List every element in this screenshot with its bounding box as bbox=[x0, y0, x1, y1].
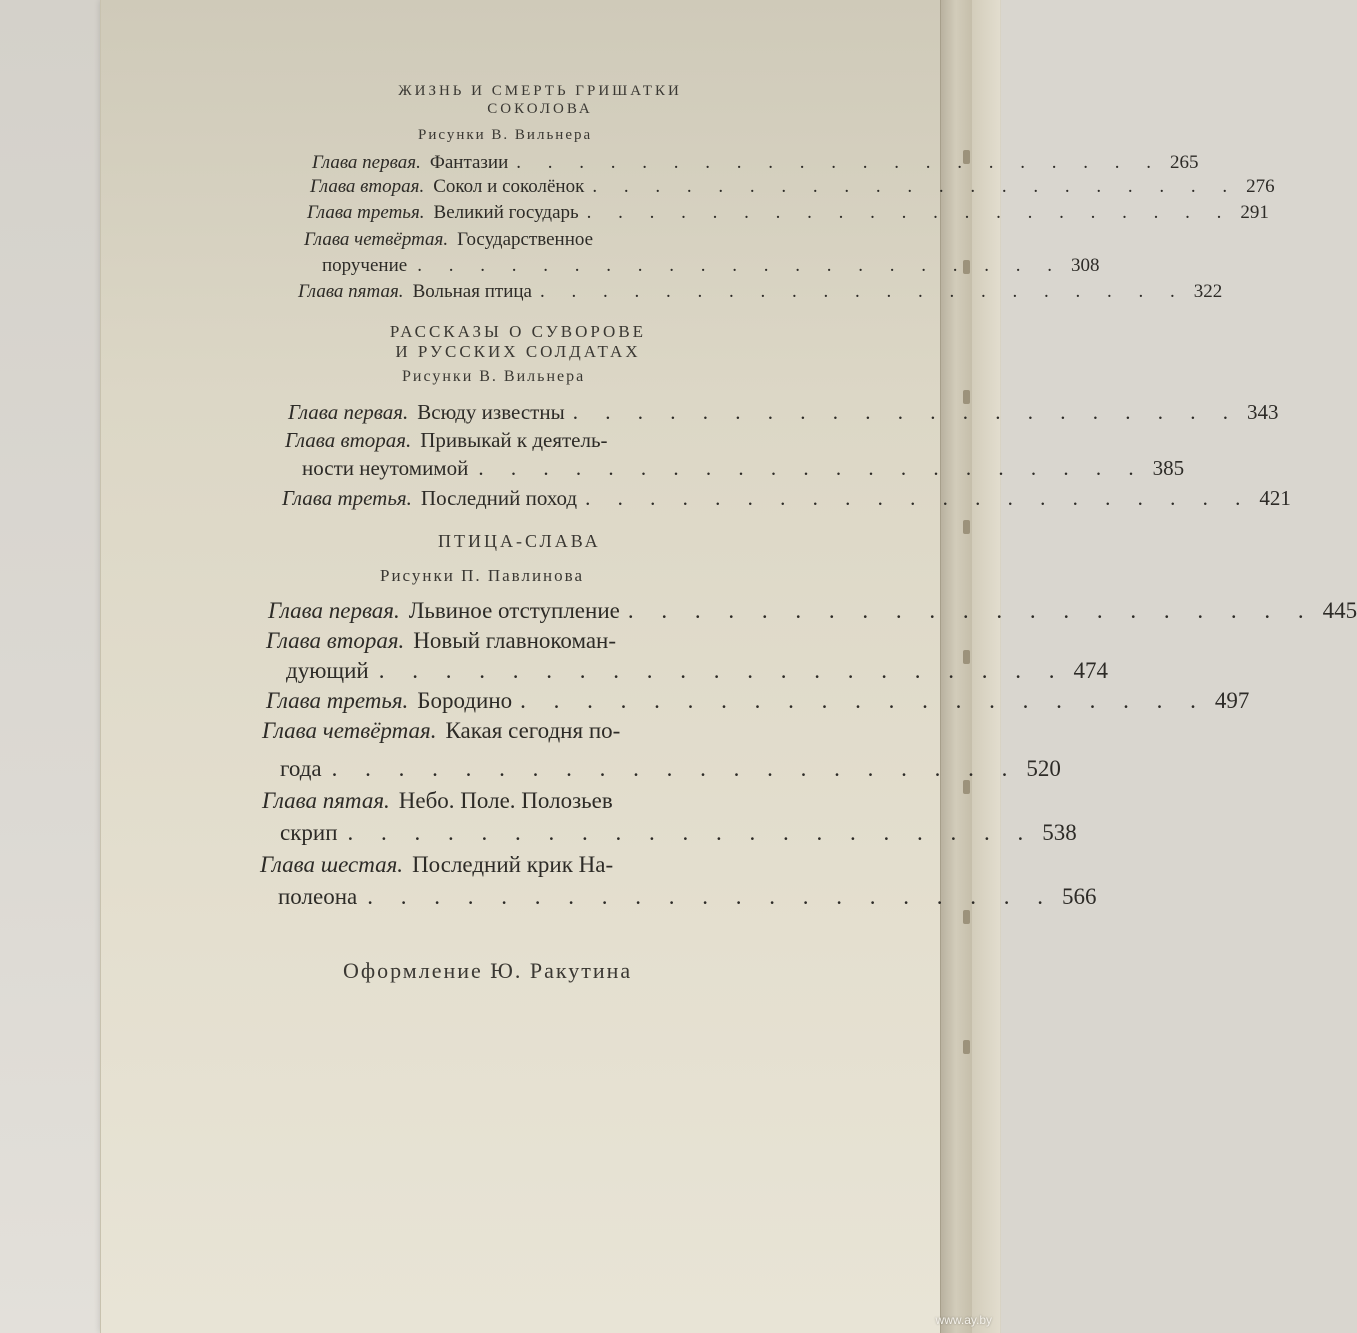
chapter-title-continuation: скрип bbox=[280, 820, 338, 845]
illustrator-credit: Рисунки П. Павлинова bbox=[380, 566, 585, 585]
chapter-label: Глава первая. bbox=[312, 152, 421, 173]
chapter-title: Небо. Поле. Полозьев bbox=[398, 788, 613, 813]
dot-leader: . . . . . . . . . . . . . . . . . . . . . bbox=[592, 176, 1239, 197]
page-number: 474 bbox=[1073, 658, 1108, 683]
toc-entry bbox=[307, 202, 1269, 224]
page-number: 276 bbox=[1246, 176, 1275, 197]
chapter-title-continuation: года bbox=[280, 756, 322, 781]
toc-entry bbox=[268, 598, 1357, 624]
chapter-label: Глава третья. bbox=[282, 486, 412, 510]
dot-leader: . . . . . . . . . . . . . . . . . . . . . bbox=[516, 152, 1162, 173]
page-number: 566 bbox=[1061, 884, 1097, 909]
chapter-title: Вольная птица bbox=[412, 281, 532, 302]
section-title-line: СОКОЛОВА bbox=[487, 101, 593, 117]
chapter-title: Сокол и соколёнок bbox=[433, 176, 585, 197]
dot-leader: . . . . . . . . . . . . . . . . . . . . . bbox=[417, 255, 1063, 276]
page-number: 538 bbox=[1042, 820, 1077, 845]
dot-leader: . . . . . . . . . . . . . . . . . . . . . bbox=[378, 658, 1066, 683]
toc-entry-continuation bbox=[280, 756, 1061, 782]
toc-entry bbox=[304, 229, 704, 251]
page-number: 445 bbox=[1322, 598, 1357, 623]
dot-leader: . . . . . . . . . . . . . . . . . . . . . bbox=[331, 756, 1019, 781]
toc-entry-continuation bbox=[322, 255, 1100, 277]
chapter-label: Глава третья. bbox=[307, 202, 425, 223]
section-title-line: ПТИЦА-СЛАВА bbox=[438, 531, 601, 551]
chapter-label: Глава четвёртая. bbox=[304, 229, 449, 250]
chapter-title: Привыкай к деятель- bbox=[420, 428, 608, 452]
chapter-label: Глава вторая. bbox=[285, 428, 412, 452]
toc-entry bbox=[298, 281, 1223, 303]
chapter-label: Глава вторая. bbox=[266, 628, 405, 653]
chapter-title: Львиное отступление bbox=[408, 598, 620, 623]
illustrator-credit: Рисунки В. Вильнера bbox=[402, 368, 586, 385]
chapter-title-continuation: полеона bbox=[278, 884, 358, 909]
chapter-title-continuation: дующий bbox=[286, 658, 369, 683]
toc-entry bbox=[312, 152, 1199, 174]
chapter-label: Глава первая. bbox=[288, 400, 409, 424]
toc-entry bbox=[262, 718, 722, 744]
toc-entry bbox=[262, 788, 722, 814]
chapter-title-continuation: поручение bbox=[322, 255, 408, 276]
chapter-label: Глава четвёртая. bbox=[262, 718, 437, 743]
toc-entry-continuation bbox=[278, 884, 1097, 910]
dot-leader: . . . . . . . . . . . . . . . . . . . . . bbox=[572, 400, 1239, 424]
chapter-title: Фантазии bbox=[429, 152, 509, 173]
page-number: 421 bbox=[1259, 486, 1291, 510]
dot-leader: . . . . . . . . . . . . . . . . . . . . . bbox=[367, 884, 1054, 909]
chapter-title: Всюду известны bbox=[417, 400, 565, 424]
dot-leader: . . . . . . . . . . . . . . . . . . . . . bbox=[520, 688, 1207, 713]
toc-entry bbox=[282, 486, 1291, 511]
dot-leader: . . . . . . . . . . . . . . . . . . . . . bbox=[627, 598, 1315, 623]
toc-entry bbox=[266, 688, 1250, 714]
section-title-line: РАССКАЗЫ О СУВОРОВЕ bbox=[389, 322, 647, 341]
design-credit: Оформление Ю. Ракутина bbox=[343, 958, 633, 983]
watermark: www.ay.by bbox=[935, 1313, 992, 1327]
chapter-title: Великий государь bbox=[433, 202, 579, 223]
toc-entry bbox=[266, 628, 716, 654]
toc-entry bbox=[288, 400, 1279, 425]
page-number: 385 bbox=[1152, 456, 1185, 480]
illustrator-credit: Рисунки В. Вильнера bbox=[418, 127, 593, 143]
section-title bbox=[318, 322, 718, 362]
toc-entry-continuation bbox=[286, 658, 1108, 684]
page-number: 497 bbox=[1214, 688, 1250, 713]
toc-entry bbox=[285, 428, 715, 453]
dot-leader: . . . . . . . . . . . . . . . . . . . . . bbox=[347, 820, 1035, 845]
dot-leader: . . . . . . . . . . . . . . . . . . . . . bbox=[478, 456, 1145, 480]
page-number: 265 bbox=[1170, 152, 1199, 173]
dot-leader: . . . . . . . . . . . . . . . . . . . . . bbox=[586, 202, 1233, 223]
toc-entry-continuation bbox=[302, 456, 1185, 481]
page-number: 343 bbox=[1246, 400, 1279, 424]
toc-entry bbox=[260, 852, 720, 878]
chapter-label: Глава пятая. bbox=[298, 281, 404, 302]
chapter-title: Какая сегодня по- bbox=[445, 718, 621, 743]
page-number: 322 bbox=[1193, 281, 1223, 302]
chapter-label: Глава первая. bbox=[268, 598, 400, 623]
page-number: 520 bbox=[1026, 756, 1061, 781]
toc-entry bbox=[310, 176, 1275, 198]
page-number: 308 bbox=[1070, 255, 1100, 276]
chapter-label: Глава вторая. bbox=[310, 176, 425, 197]
chapter-label: Глава шестая. bbox=[260, 852, 404, 877]
section-title bbox=[330, 82, 750, 118]
chapter-title: Последний крик На- bbox=[412, 852, 614, 877]
toc-entry-continuation bbox=[280, 820, 1077, 846]
chapter-label: Глава пятая. bbox=[262, 788, 390, 813]
page-number: 291 bbox=[1240, 202, 1269, 223]
chapter-title: Новый главнокоман- bbox=[413, 628, 617, 653]
section-title bbox=[438, 532, 601, 550]
section-title-line: ЖИЗНЬ И СМЕРТЬ ГРИШАТКИ bbox=[398, 83, 682, 99]
chapter-title-continuation: ности неутомимой bbox=[302, 456, 469, 480]
chapter-label: Глава третья. bbox=[266, 688, 409, 713]
chapter-title: Государственное bbox=[457, 229, 594, 250]
section-title-line: И РУССКИХ СОЛДАТАХ bbox=[395, 342, 641, 361]
chapter-title: Последний поход bbox=[420, 486, 578, 510]
dot-leader: . . . . . . . . . . . . . . . . . . . . . bbox=[539, 281, 1186, 302]
chapter-title: Бородино bbox=[417, 688, 513, 713]
dot-leader: . . . . . . . . . . . . . . . . . . . . . bbox=[585, 486, 1252, 510]
